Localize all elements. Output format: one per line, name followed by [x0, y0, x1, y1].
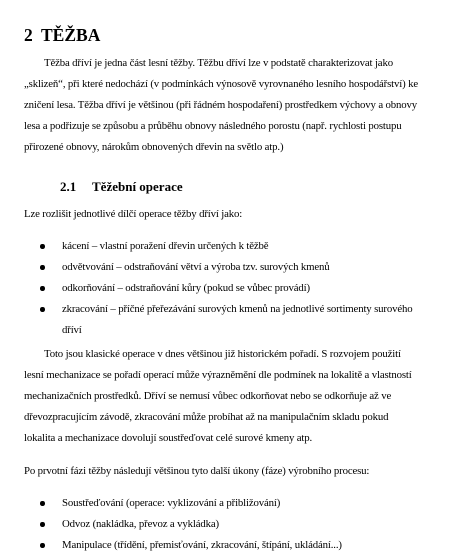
- paragraph-line: Toto jsou klasické operace v dnes většinou již historickém pořadí. S rozvojem použití: [44, 348, 401, 360]
- section-number: 2.1: [60, 179, 77, 194]
- list-item-text: Soustřeďování (operace: vyklizování a přibližování): [62, 497, 281, 509]
- list-item: [0, 514, 465, 535]
- bullet-icon: [40, 307, 45, 312]
- list-item: [0, 257, 465, 278]
- list-item: [0, 535, 465, 556]
- phases-list: [0, 493, 465, 556]
- list-item-text: dříví: [62, 324, 82, 336]
- paragraph-line: Po prvotní fázi těžby následují většinou tyto další úkony (fáze) výrobního procesu:: [24, 465, 370, 477]
- bullet-icon: [40, 286, 45, 291]
- intro-paragraph: [24, 53, 452, 158]
- list-item: [0, 236, 465, 257]
- section-title: Těžební operace: [92, 179, 183, 194]
- paragraph-line: dřevozpracujícím závodě, zkracování může probíhat až na manipulačním skladu pokud: [24, 411, 389, 423]
- list-item-text: Manipulace (třídění, přemisťování, zkracování, štípání, ukládání...): [62, 539, 342, 551]
- chapter-heading: [24, 24, 100, 46]
- bullet-icon: [40, 501, 45, 506]
- section-heading: [60, 178, 183, 196]
- paragraph-line: Těžba dříví je jedna část lesní těžby. Těžbu dříví lze v podstatě charakterizovat jako: [44, 57, 393, 69]
- chapter-number: 2: [24, 25, 33, 45]
- paragraph-line: přirozené obnovy, nárokům obnovených dřevin na světlo atp.): [24, 141, 284, 153]
- operations-intro: [24, 204, 452, 225]
- paragraph-line: lokalita a mechanizace dovolují soustřeďovat celé surové kmeny atp.: [24, 432, 313, 444]
- list-item-text: odkorňování – odstraňování kůry (pokud se vůbec provádí): [62, 282, 310, 294]
- operations-list: [0, 236, 465, 341]
- paragraph-line: Lze rozlišit jednotlivé dílčí operace těžby dříví jako:: [24, 208, 243, 220]
- list-item-text: zkracování – příčné přeřezávání surových kmenů na jednotlivé sortimenty surového: [62, 303, 413, 315]
- bullet-icon: [40, 522, 45, 527]
- paragraph-line: mechanizačních prostředků. Dříví se nemusí vůbec odkorňovat nebo se odkorňuje až ve: [24, 390, 392, 402]
- paragraph-line: lesní mechanizace se pořadí operací může výrazněmění dle podmínek na lokalitě a vlastností: [24, 369, 412, 381]
- bullet-icon: [40, 543, 45, 548]
- list-item-text: odvětvování – odstraňování větví a výroba tzv. surových kmenů: [62, 261, 330, 273]
- bullet-icon: [40, 265, 45, 270]
- list-item-text: kácení – vlastní poražení dřevin určených k těžbě: [62, 240, 269, 252]
- chapter-title: TĚŽBA: [41, 25, 101, 45]
- bullet-icon: [40, 244, 45, 249]
- paragraph-line: „sklizeň“, při které nedochází (v podmínkách výnosově vyrovnaného lesního hospodářství) ke: [24, 78, 418, 90]
- list-item: [0, 299, 465, 341]
- paragraph-line: lesa a podřizuje se způsobu a průběhu obnovy následného porostu (např. rychlosti postupu: [24, 120, 402, 132]
- paragraph-line: zničení lesa. Těžba dříví je většinou (při řádném hospodaření) prostředkem výchovy a obnovy: [24, 99, 418, 111]
- list-item: [0, 278, 465, 299]
- classic-operations-paragraph: [24, 344, 452, 449]
- phases-intro: [24, 461, 452, 482]
- list-item-text: Odvoz (nakládka, převoz a vykládka): [62, 518, 219, 530]
- list-item: [0, 493, 465, 514]
